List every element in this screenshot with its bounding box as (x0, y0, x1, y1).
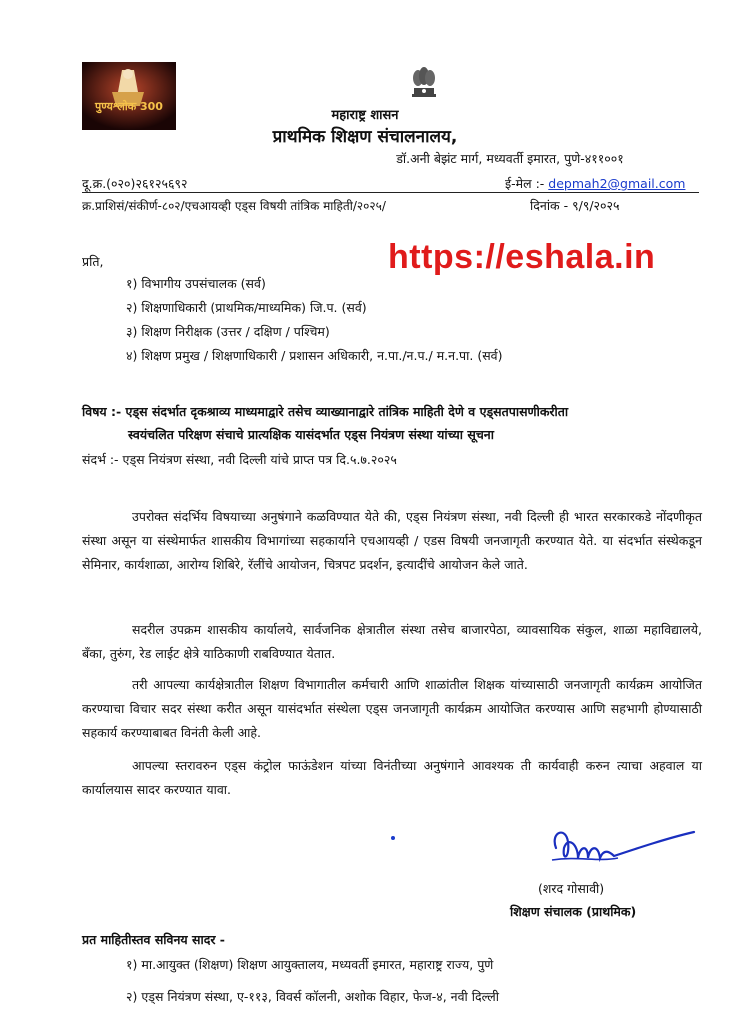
subject-line-2: स्वयंचलित परिक्षण संचाचे प्रात्यक्षिक यासंदर्भात एड्स नियंत्रण संस्था यांच्या सूचना (128, 427, 494, 442)
email-label: ई-मेल :- (505, 176, 545, 191)
signature-mark (548, 818, 698, 878)
ink-dot (391, 836, 395, 840)
recipient-item: ३) शिक्षण निरीक्षक (उत्तर / दक्षिण / पश्चिम) (126, 324, 330, 339)
signatory-name: (शरद गोसावी) (538, 881, 605, 896)
phone-number: दू.क्र.(०२०)२६१२५६९२ (82, 176, 188, 191)
copy-item: १) मा.आयुक्त (शिक्षण) शिक्षण आयुक्तालय, मध्यवर्ती इमारत, महाराष्ट्र राज्य, पुणे (126, 957, 494, 972)
email-link[interactable]: depmah2@gmail.com (548, 176, 686, 191)
letter-date: दिनांक - ९/९/२०२५ (530, 198, 620, 213)
recipient-item: २) शिक्षणाधिकारी (प्राथमिक/माध्यमिक) जि.प. (सर्व) (126, 300, 367, 315)
subject-line: विषय :- एड्स संदर्भात दृकश्राव्य माध्यमाद्वारे तसेच व्याख्यानाद्वारे तांत्रिक माहिती देणे व एड्सतपासणीकरीता (82, 404, 569, 419)
signatory-title: शिक्षण संचालक (प्राथमिक) (510, 904, 637, 919)
office-address: डॉ.अनी बेझंट मार्ग, मध्यवर्ती इमारत, पुणे-४११००१ (396, 151, 624, 166)
to-label: प्रति, (82, 254, 104, 269)
body-paragraph: सदरील उपक्रम शासकीय कार्यालये, सार्वजनिक क्षेत्रातील संस्था तसेच बाजारपेठा, व्यावसायिक संकुल, शाळा महाविद्यालये, बँका, तुरुंग, रेड लाईट क्षेत्रे याठिकाणी राबविण्यात येतात. (82, 622, 702, 661)
copy-item: २) एड्स नियंत्रण संस्था, ए-११३, विवर्स कॉलनी, अशोक विहार, फेज-४, नवी दिल्ली (126, 989, 499, 1004)
recipient-item: ४) शिक्षण प्रमुख / शिक्षणाधिकारी / प्रशासन अधिकारी, न.पा./न.प./ म.न.पा. (सर्व) (126, 348, 503, 363)
outward-number: क्र.प्राशिसं/संकीर्ण-८०२/एचआयव्ही एड्स विषयी तांत्रिक माहिती/२०२५/ (82, 199, 386, 213)
body-paragraph: आपल्या स्तरावरुन एड्स कंट्रोल फाऊंडेशन यांच्या विनंतीच्या अनुषंगाने आवश्यक ती कार्यवाही करुन त्याचा अहवाल या कार्यालयास सादर करण्यात यावा. (82, 758, 702, 797)
recipient-item: १) विभागीय उपसंचालक (सर्व) (126, 276, 266, 291)
office-name: प्राथमिक शिक्षण संचालनालय, (272, 127, 458, 147)
logo-script: पुण्यश्लोक 300 (95, 100, 163, 113)
body-paragraph: उपरोक्त संदर्भिय विषयाच्या अनुषंगाने कळविण्यात येते की, एड्स नियंत्रण संस्था, नवी दिल्ली ही भारत सरकारकडे नोंदणीकृत संस्था असून या संस्थेमार्फत शासकीय विभागांच्या सहकार्याने एचआयव्ही / एडस विषयी जनजागृती करण्यात येते. या संदर्भात संस्थेकडून सेमिनार, कार्यशाळा, आरोग्य शिबिरे, रॅलींचे आयोजन, चित्रपट प्रदर्शन, इत्यादींचे आयोजन केले जाते. (82, 509, 702, 572)
body-paragraph: तरी आपल्या कार्यक्षेत्रातील शिक्षण विभागातील कर्मचारी आणि शाळांतील शिक्षक यांच्यासाठी जनजागृती कार्यक्रम आयोजित करण्याचा विचार सदर संस्था करीत असून यासंदर्भात संस्थेला एड्स जनजागृती कार्यक्रम आयोजित करण्यास आणि सहभागी होण्यासाठी सहकार्य करण्याबाबत विनंती केली आहे. (82, 677, 702, 740)
copy-heading: प्रत माहितीस्तव सविनय सादर - (82, 932, 225, 947)
reference-line: संदर्भ :- एड्स नियंत्रण संस्था, नवी दिल्ली यांचे प्राप्त पत्र दि.५.७.२०२५ (82, 452, 397, 467)
email-line (505, 175, 685, 192)
header-divider (82, 192, 699, 193)
government-name: महाराष्ट्र शासन (331, 108, 399, 123)
state-emblem-icon (408, 64, 440, 98)
website-watermark: https://eshala.in (388, 238, 656, 276)
